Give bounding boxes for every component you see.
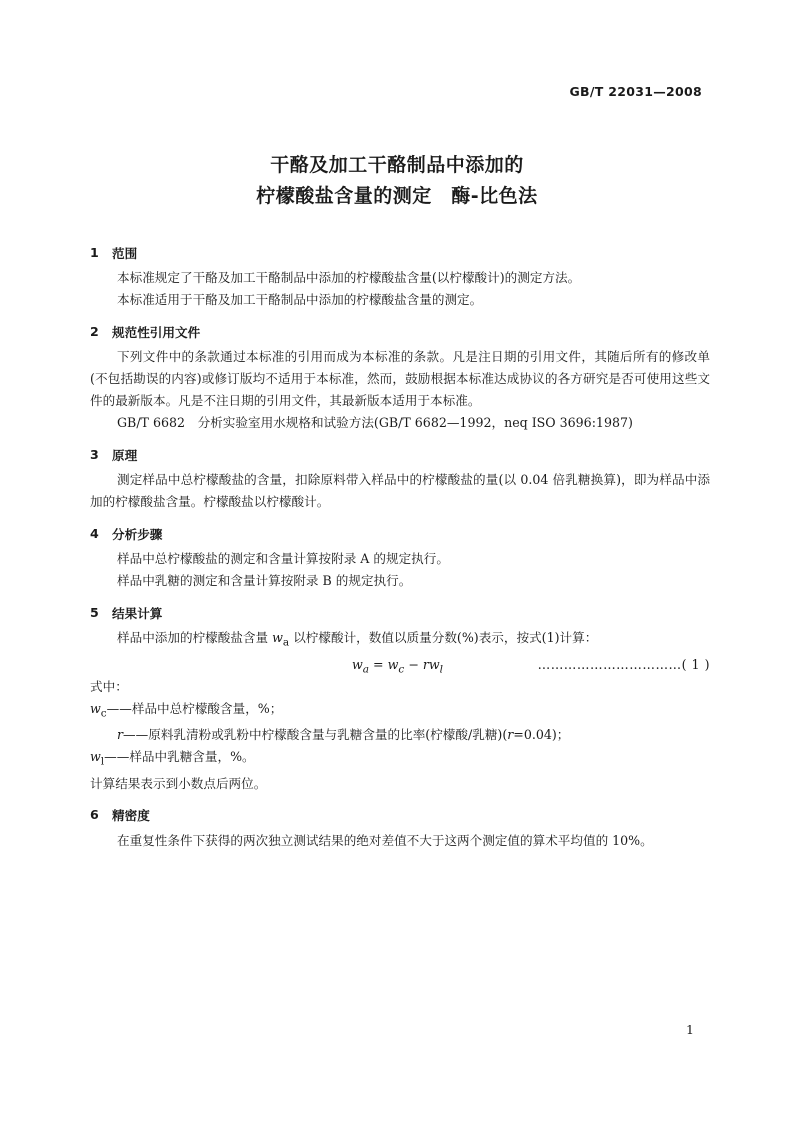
definition-text: ——原料乳清粉或乳粉中柠檬酸含量与乳糖含量的比率(柠檬酸/乳糖)( [123, 727, 508, 743]
definition-text: =0.04)； [513, 727, 570, 743]
formula-subscript: l [439, 663, 444, 676]
where-label: 式中： [90, 678, 128, 694]
paragraph: 本标准适用于干酪及加工干酪制品中添加的柠檬酸盐含量的测定。 [117, 292, 483, 307]
text-run: 样品中添加的柠檬酸盐含量 [117, 630, 273, 645]
formula-term: w [352, 656, 363, 672]
section-precision [90, 803, 710, 852]
section-number: 6 [90, 807, 99, 823]
section-heading [90, 319, 710, 343]
section-number: 2 [90, 323, 99, 339]
definition-line [90, 724, 710, 746]
section-number: 5 [90, 604, 99, 620]
section-principle [90, 442, 710, 513]
paragraph: 本标准规定了干酪及加工干酪制品中添加的柠檬酸盐含量(以柠檬酸计)的测定方法。 [117, 270, 581, 285]
definition-text: ——样品中总柠檬酸含量，%； [106, 700, 283, 716]
formula-subscript: c [398, 663, 405, 676]
variable: w [90, 700, 101, 716]
formula [352, 654, 443, 681]
section-title: 范围 [112, 245, 138, 261]
title-line-2: 柠檬酸盐含量的测定 酶-比色法 [256, 185, 538, 207]
variable: r [117, 727, 124, 743]
section-title: 精密度 [112, 808, 150, 824]
definition-line [90, 746, 710, 773]
paragraph: 计算结果表示到小数点后两位。 [90, 775, 267, 791]
title-line-1: 干酪及加工干酪制品中添加的 [270, 154, 524, 176]
paragraph: 测定样品中总柠檬酸盐的含量，扣除原料带入样品中的柠檬酸盐的量(以 0.04 倍乳糖换算)，即为样品中添加的柠檬酸盐含量。柠檬酸盐以柠檬酸计。 [90, 472, 710, 509]
formula-number: ……………………………( 1 ) [537, 656, 710, 672]
text-run: 以柠檬酸计，数值以质量分数(%)表示，按式(1)计算： [289, 630, 598, 645]
document-title [0, 150, 794, 212]
formula-subscript: a [362, 663, 370, 676]
definition-line [90, 698, 710, 725]
variable-subscript: a [282, 636, 290, 649]
section-title: 原理 [112, 447, 138, 463]
paragraph [90, 627, 710, 654]
formula-term: rw [422, 656, 440, 672]
section-heading [90, 803, 710, 827]
paragraph: 下列文件中的条款通过本标准的引用而成为本标准的条款。凡是注日期的引用文件，其随后所有的修改单(不包括勘误的内容)或修订版均不适用于本标准，然而，鼓励根据本标准达成协议的各方研究是否可使用这些文件的最新版本。凡是不注日期的引用文件，其最新版本适用于本标准。 [90, 349, 710, 408]
variable: w [272, 630, 283, 645]
section-procedure [90, 521, 710, 592]
formula-operator: − [404, 656, 423, 672]
section-number: 4 [90, 525, 99, 541]
section-number: 1 [90, 244, 99, 260]
paragraph: 样品中乳糖的测定和含量计算按附录 B 的规定执行。 [117, 573, 412, 588]
section-heading [90, 442, 710, 466]
document-body [90, 240, 710, 852]
reference-entry: GB/T 6682 分析实验室用水规格和试验方法(GB/T 6682—1992，neq ISO 3696:1987) [117, 415, 633, 430]
variable-subscript: l [100, 755, 105, 768]
formula-term: w [387, 656, 399, 672]
variable: w [90, 749, 101, 765]
formula-operator: = [369, 656, 388, 672]
section-heading [90, 521, 710, 545]
section-calculation [90, 600, 710, 795]
variable-subscript: c [100, 707, 107, 720]
page-number: 1 [686, 1022, 694, 1037]
section-title: 分析步骤 [112, 526, 163, 542]
formula-row [90, 654, 710, 676]
paragraph: 样品中总柠檬酸盐的测定和含量计算按附录 A 的规定执行。 [117, 551, 449, 566]
definition-text: ——样品中乳糖含量，%。 [104, 749, 255, 765]
section-scope [90, 240, 710, 311]
section-title: 结果计算 [112, 605, 163, 621]
section-heading [90, 240, 710, 264]
paragraph: 在重复性条件下获得的两次独立测试结果的绝对差值不大于这两个测定值的算术平均值的 10%。 [117, 832, 653, 848]
section-heading [90, 600, 710, 624]
section-normative-references [90, 319, 710, 434]
section-title: 规范性引用文件 [112, 324, 201, 340]
standard-code: GB/T 22031—2008 [569, 84, 702, 99]
variable: r [507, 727, 514, 743]
section-number: 3 [90, 446, 99, 462]
